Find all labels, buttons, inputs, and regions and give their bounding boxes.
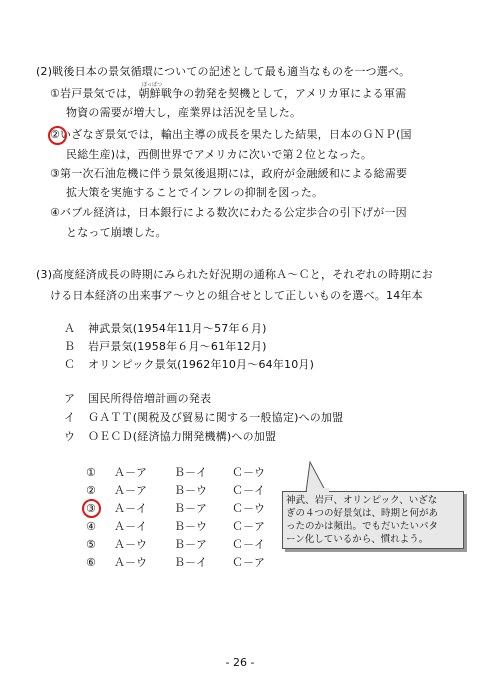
combo-c: Ｃ－ウ xyxy=(232,466,265,479)
page-number: - 26 - xyxy=(225,656,255,669)
callout-line: ーン化しているから、慣れよう。 xyxy=(286,534,429,545)
combo-c: Ｃ－ア xyxy=(232,520,265,533)
combo-c: Ｃ－イ xyxy=(232,538,265,551)
combo-number: ① xyxy=(86,466,96,479)
event-text: ＯＥＣＤ(経済協力開発機構)への加盟 xyxy=(88,430,277,443)
combo-number: ⑤ xyxy=(86,538,96,551)
q2-option-4-line1: ④バブル経済は，日本銀行による数次にわたる公定歩合の引下げが一因 xyxy=(50,206,407,219)
combo-a: Ａ－ウ xyxy=(114,538,147,551)
boom-key: Ｂ xyxy=(64,340,76,353)
combo-a: Ａ－ウ xyxy=(114,556,147,569)
combo-a: Ａ－ア xyxy=(114,466,147,479)
q2-option-4-line2: となって崩壊した。 xyxy=(66,226,167,239)
q3-heading-line2: ける日本経済の出来事ア～ウとの組合せとして正しいものを選べ。14年本 xyxy=(50,289,423,302)
q2-option-3-line2: 拡大策を実施することでインフレの抑制を図った。 xyxy=(66,186,324,199)
combo-b: Ｂ－ウ xyxy=(174,484,207,497)
q2-option-1-line1: ①岩戸景気では，朝鮮戦争の勃発を契機として，アメリカ軍による軍需 xyxy=(50,87,407,100)
event-key: ウ xyxy=(64,430,76,443)
event-key: イ xyxy=(64,411,76,424)
q2-option-1-line2: 物資の需要が増大し，産業界は活況を呈した。 xyxy=(66,106,302,119)
event-text: 国民所得倍増計画の発表 xyxy=(88,392,212,405)
boom-text: 岩戸景気(1958年６月～61年12月) xyxy=(88,340,267,353)
combo-b: Ｂ－ア xyxy=(174,502,207,515)
combo-b: Ｂ－ウ xyxy=(174,520,207,533)
combo-number: ③ xyxy=(86,502,96,515)
boom-text: 神武景気(1954年11月～57年６月) xyxy=(88,322,267,335)
boom-text: オリンピック景気(1962年10月～64年10月) xyxy=(88,358,315,371)
callout-line: ぎの４つの好景気は、時期と何があ xyxy=(286,508,439,519)
callout-text xyxy=(286,494,462,546)
boom-key: Ａ xyxy=(64,322,76,335)
q2-option-3-line1: ③第一次石油危機に伴う景気後退期には，政府が金融緩和による総需要 xyxy=(50,167,408,180)
combo-b: Ｂ－イ xyxy=(174,466,207,479)
combo-c: Ｃ－ア xyxy=(232,556,265,569)
q2-option-2-line1: ②いざなぎ景気では，輸出主導の成長を果たした結果，日本のＧＮＰ(国 xyxy=(50,128,412,141)
combo-number: ④ xyxy=(86,520,96,533)
q2-heading: (2)戦後日本の景気循環についての記述として最も適当なものを一つ選べ。 xyxy=(36,65,411,78)
event-text: ＧＡＴＴ(関税及び貿易に関する一般協定)への加盟 xyxy=(88,411,344,424)
q3-heading-line1: (3)高度経済成長の時期にみられた好況期の通称Ａ～Ｃと，それぞれの時期にお xyxy=(36,268,433,281)
event-key: ア xyxy=(64,392,76,405)
combo-b: Ｂ－イ xyxy=(174,556,207,569)
combo-number: ② xyxy=(86,484,96,497)
callout-line: 神武、岩戸、オリンピック、いざな xyxy=(286,495,438,506)
combo-c: Ｃ－ウ xyxy=(232,502,265,515)
ruby-annotation: ぼっぱつ xyxy=(142,82,163,88)
combo-c: Ｃ－イ xyxy=(232,484,265,497)
combo-b: Ｂ－ア xyxy=(174,538,207,551)
combo-a: Ａ－イ xyxy=(114,520,147,533)
combo-a: Ａ－イ xyxy=(114,502,147,515)
q2-option-2-line2: 民総生産)は，西側世界でアメリカに次いで第２位となった。 xyxy=(66,148,373,161)
callout-line: ったのかは頻出。でもだいたいパタ xyxy=(286,521,439,532)
combo-number: ⑥ xyxy=(86,556,96,569)
combo-a: Ａ－ア xyxy=(114,484,147,497)
boom-key: Ｃ xyxy=(64,358,76,371)
